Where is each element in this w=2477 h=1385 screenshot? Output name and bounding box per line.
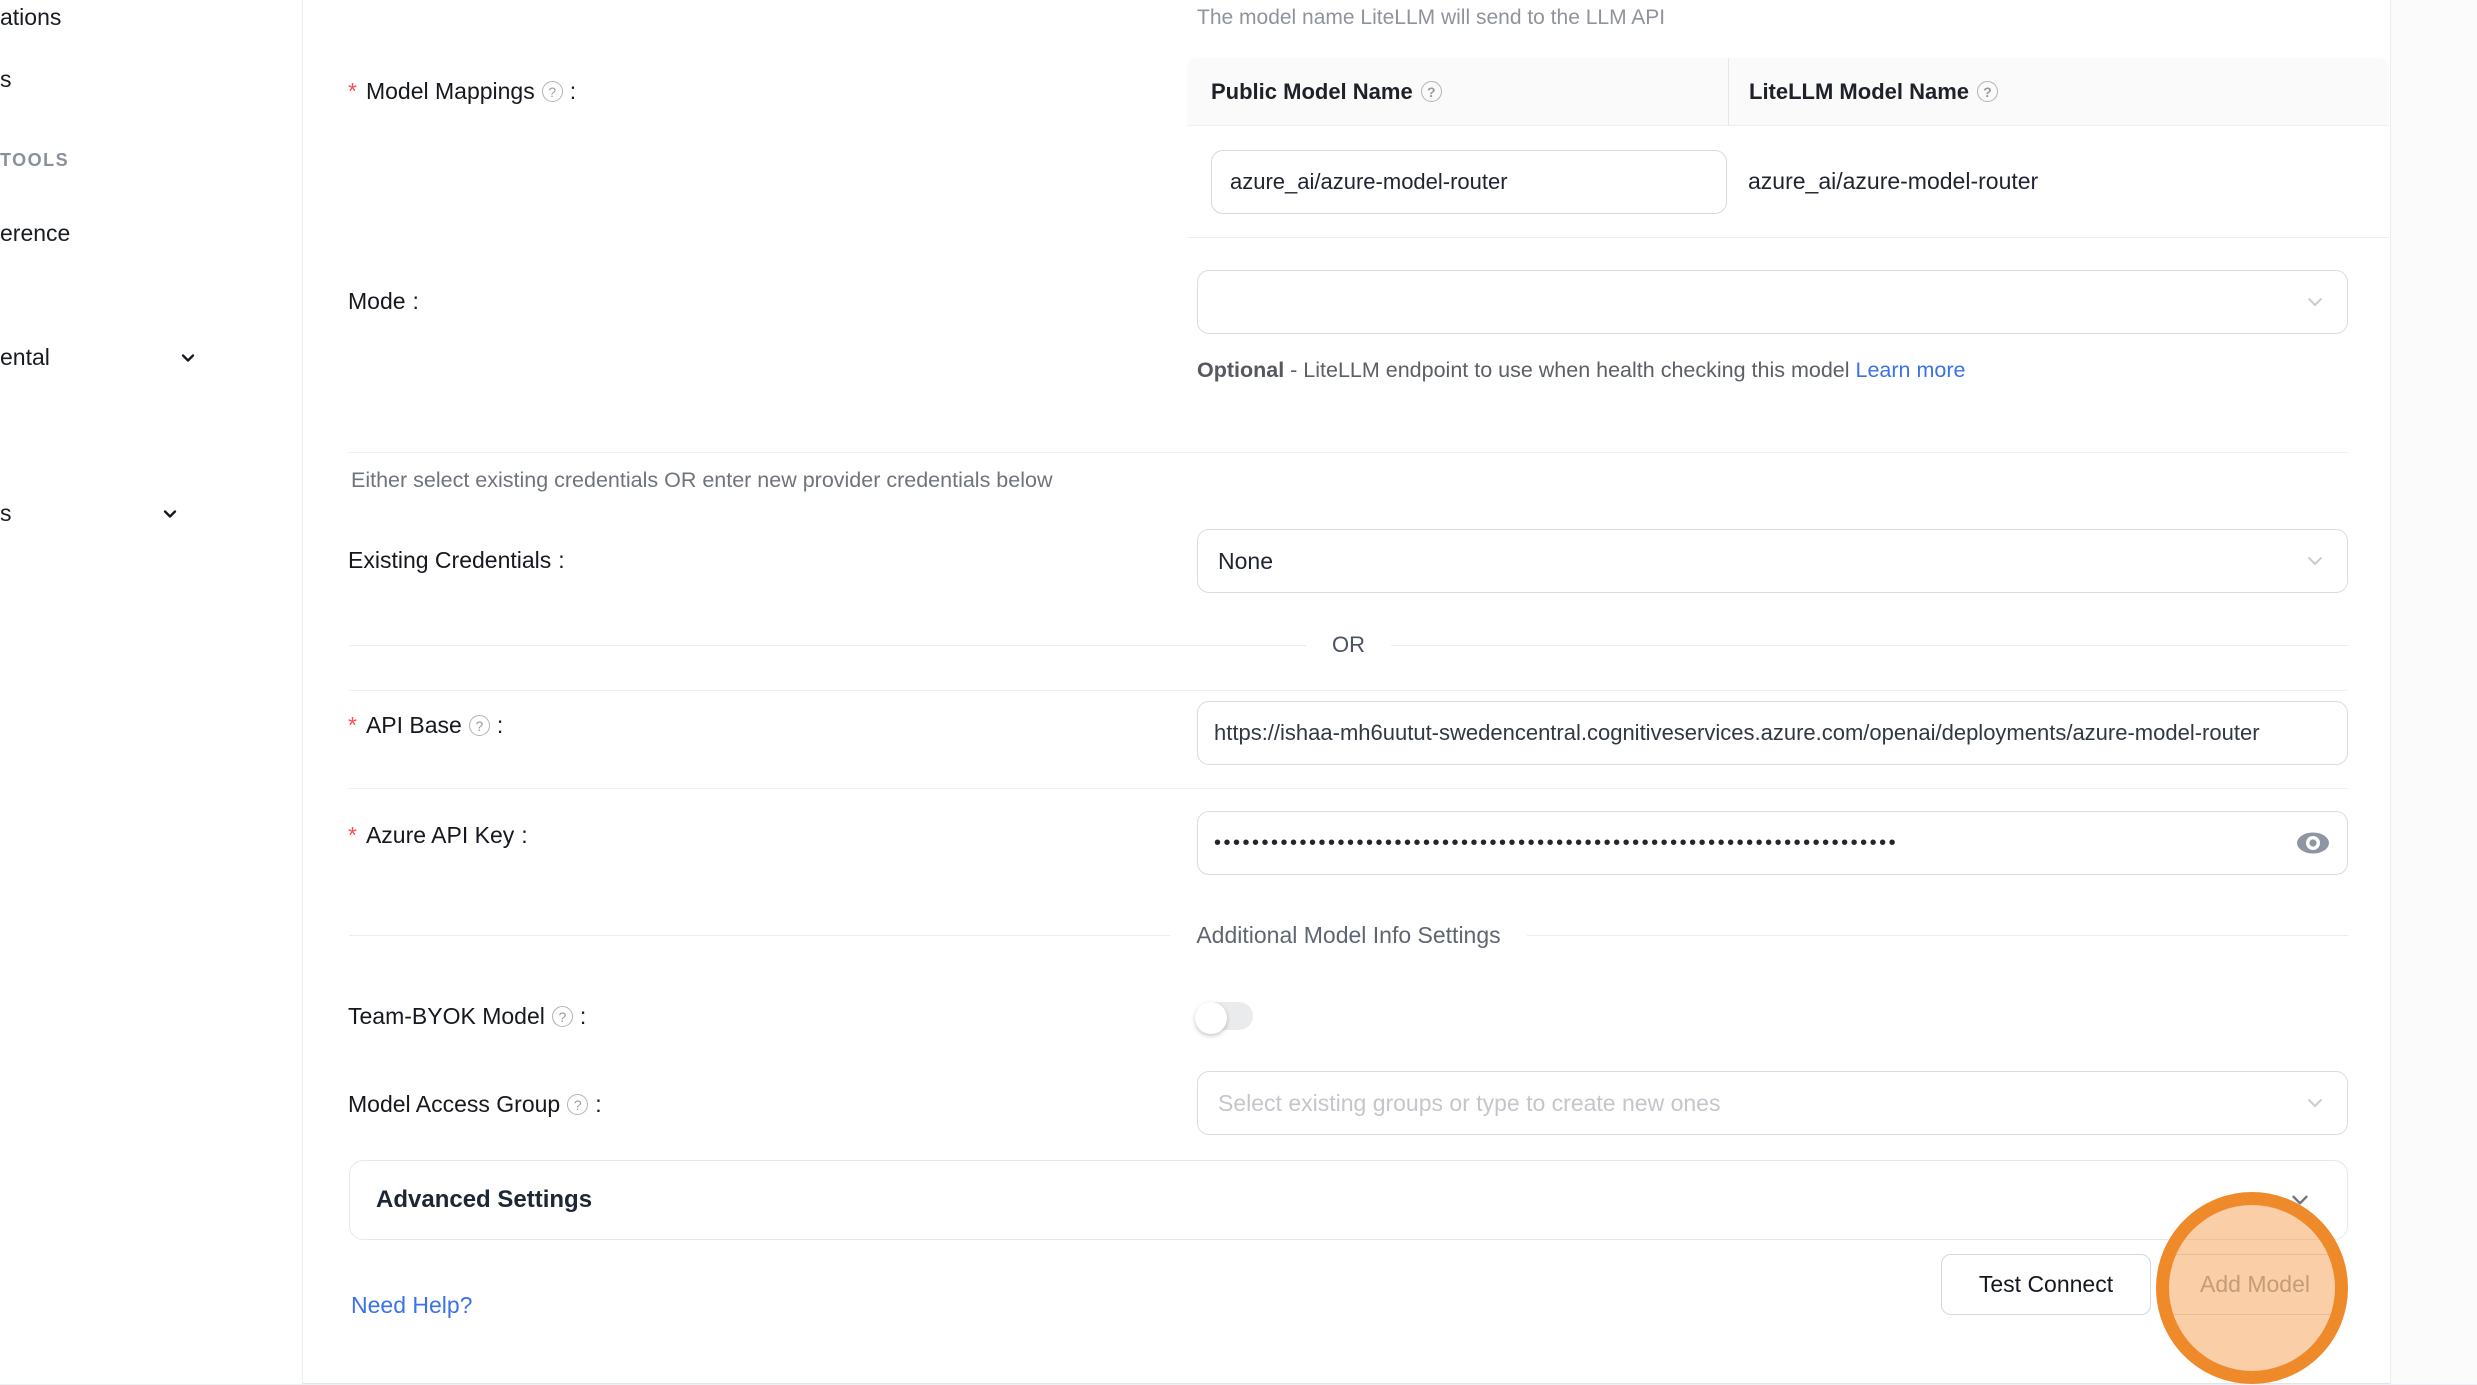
col-litellm-model-name: LiteLLM Model Name ? (1728, 58, 2389, 125)
need-help-link[interactable]: Need Help? (351, 1292, 473, 1318)
toggle-knob (1195, 1002, 1227, 1034)
sidebar-item-label: s (0, 500, 12, 526)
sidebar-item-label: ental (0, 344, 50, 370)
page-background-strip (2391, 0, 2477, 1384)
chevron-down-icon (160, 504, 180, 524)
existing-credentials-label: Existing Credentials : (348, 547, 565, 573)
public-model-name-input[interactable]: azure_ai/azure-model-router (1211, 150, 1727, 214)
azure-api-key-masked-value: •••••••••••••••••••••••••••••••••••••••••••••••••••••••••••••••••••••••• (1214, 831, 1899, 854)
required-marker: * (348, 78, 357, 104)
team-byok-label: Team-BYOK Model ? : (348, 1003, 587, 1029)
model-mappings-label: * Model Mappings ? : (348, 78, 577, 104)
azure-api-key-input[interactable] (1197, 811, 2348, 875)
add-model-form (302, 0, 2391, 1384)
additional-settings-divider-label: Additional Model Info Settings (1196, 922, 1501, 948)
add-model-button[interactable]: Add Model (2166, 1254, 2344, 1315)
chevron-down-icon (178, 348, 198, 368)
existing-credentials-select[interactable] (1197, 529, 2348, 593)
help-icon[interactable]: ? (1977, 81, 1998, 102)
col-public-model-name: Public Model Name ? (1187, 79, 1728, 105)
test-connect-button[interactable]: Test Connect (1941, 1254, 2151, 1315)
sidebar-item[interactable] (0, 4, 61, 31)
required-marker: * (348, 712, 357, 738)
row-divider (349, 452, 2348, 453)
additional-settings-divider (349, 922, 2348, 949)
row-divider (349, 690, 2348, 691)
eye-icon[interactable] (2295, 830, 2331, 856)
chevron-down-icon (2303, 549, 2327, 573)
or-divider (349, 632, 2348, 658)
model-mappings-table (1187, 58, 2389, 238)
sidebar-item-label: ations (0, 4, 62, 30)
help-icon[interactable]: ? (567, 1094, 588, 1115)
sidebar-item-experimental[interactable] (0, 344, 198, 371)
advanced-settings-panel[interactable] (349, 1160, 2348, 1240)
row-divider (349, 788, 2348, 789)
team-byok-toggle[interactable] (1197, 1002, 1253, 1030)
sidebar-item-label: s (0, 66, 12, 92)
azure-api-key-label: * Azure API Key : (348, 822, 528, 848)
required-marker: * (348, 822, 357, 848)
mode-select[interactable] (1197, 270, 2348, 334)
existing-credentials-value: None (1218, 547, 1273, 574)
sidebar-item[interactable] (0, 66, 12, 93)
api-base-label: * API Base ? : (348, 712, 504, 738)
model-access-group-placeholder: Select existing groups or type to create new ones (1218, 1089, 1721, 1116)
sidebar-item-label: erence (0, 220, 71, 246)
sidebar-section-header: TOOLS (0, 150, 70, 170)
model-access-group-label: Model Access Group ? : (348, 1091, 602, 1117)
advanced-settings-label: Advanced Settings (376, 1186, 593, 1213)
learn-more-link[interactable]: Learn more (1855, 358, 1966, 382)
sidebar (0, 0, 302, 1384)
sidebar-item[interactable] (0, 500, 180, 527)
api-base-value: https://ishaa-mh6uutut-swedencentral.cognitiveservices.azure.com/openai/deployments/azure-model-router (1214, 720, 2260, 745)
mode-help-text: Optional - LiteLLM endpoint to use when health checking this model Learn more (1197, 358, 1966, 382)
sidebar-item[interactable] (0, 220, 70, 247)
model-name-hint: The model name LiteLLM will send to the LLM API (1197, 6, 1666, 29)
help-icon[interactable]: ? (469, 715, 490, 736)
table-header-row (1187, 58, 2389, 126)
chevron-down-icon (2303, 290, 2327, 314)
help-icon[interactable]: ? (552, 1006, 573, 1027)
litellm-model-name-value: azure_ai/azure-model-router (1748, 168, 2039, 194)
chevron-down-icon (2303, 1091, 2327, 1115)
help-icon[interactable]: ? (542, 81, 563, 102)
model-access-group-select[interactable] (1197, 1071, 2348, 1135)
chevron-down-icon (2287, 1187, 2313, 1213)
table-row (1187, 126, 2389, 238)
credentials-note: Either select existing credentials OR enter new provider credentials below (351, 468, 1053, 492)
mode-label: Mode : (348, 288, 419, 314)
api-base-input[interactable] (1197, 701, 2348, 765)
help-icon[interactable]: ? (1421, 81, 1442, 102)
or-divider-label: OR (1332, 632, 1365, 657)
